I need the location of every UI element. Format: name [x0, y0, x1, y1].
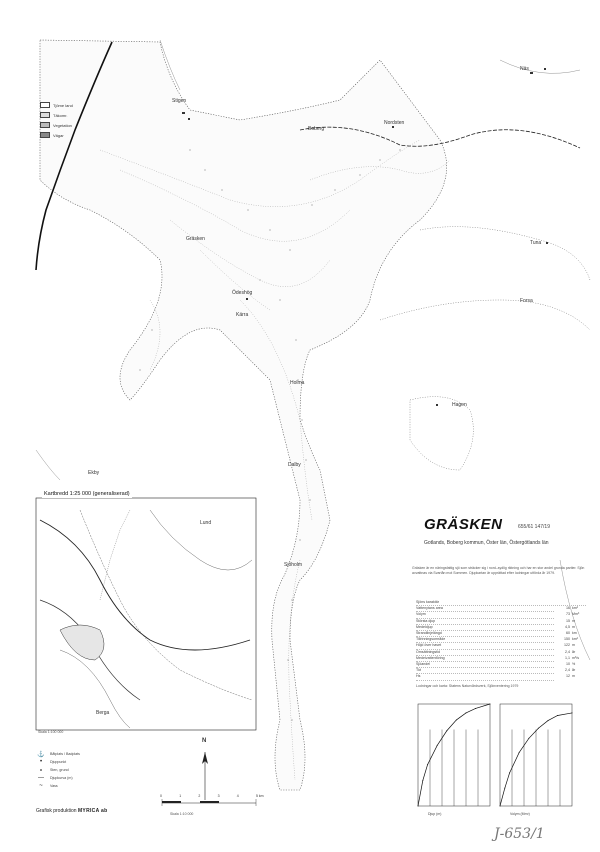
chart-point	[427, 764, 428, 765]
legend-symbol: ⚓	[37, 751, 45, 758]
chart-point	[538, 728, 539, 729]
chart-point	[500, 806, 501, 807]
legend-label: Båtplats / Badplats	[50, 752, 80, 756]
scale-caption: Skala 1:10 000	[170, 812, 194, 816]
east-shore	[380, 227, 590, 470]
place-name: Tuna	[530, 240, 542, 246]
credit-prefix: Grafisk produktion	[36, 808, 77, 814]
chart-point	[422, 780, 423, 781]
chart-point	[466, 712, 467, 713]
stat-value: 2,4	[565, 668, 570, 673]
place-name: Lund	[200, 520, 212, 526]
scale-bar	[162, 799, 256, 806]
legend-label: Vägar	[53, 132, 64, 138]
map-subtitle: Gotlands, Boberg kommun, Öster län, Östergötlands län	[424, 540, 549, 546]
stat-label: Hs	[416, 674, 554, 680]
chart-point	[456, 719, 457, 720]
stat-label: Höjd över havet	[416, 643, 554, 649]
legend-symbol: •	[39, 759, 43, 765]
stats-intro: Sjöns karaktär	[416, 600, 586, 606]
map-legend-bottom	[36, 750, 146, 790]
place-name: Kärra	[236, 312, 249, 318]
legend-bottom-item	[36, 766, 146, 774]
stat-value: 16	[566, 606, 570, 611]
legend-swatch	[40, 132, 50, 138]
scale-tick-label: 0	[160, 794, 162, 798]
stat-unit: m	[572, 624, 575, 629]
place-name: Nordsten	[384, 120, 405, 126]
legend-top-item	[40, 130, 80, 140]
depth-area-chart	[418, 704, 491, 807]
stat-label: Omsättningstid	[416, 650, 554, 656]
inset-map	[36, 498, 256, 730]
place-name: Berga	[96, 710, 110, 716]
stat-value: 4,5	[565, 624, 570, 629]
stat-unit: m	[572, 674, 575, 679]
legend-label: Sten, grund	[50, 768, 69, 772]
inset-map-caption: Skala 1:100 000	[38, 730, 64, 734]
legend-label: Vass	[50, 784, 58, 788]
stat-value: 15	[566, 618, 570, 623]
source-note: Lodningar och karta: Statens Naturvårdsverk, Sjöinventering 1979	[416, 684, 519, 688]
legend-top-item	[40, 120, 80, 130]
place-name: Holma	[290, 380, 305, 386]
place-name: Boberg	[308, 126, 325, 132]
stat-value: 12	[566, 674, 570, 679]
map-title: GRÄSKEN	[424, 516, 503, 533]
stat-label: Volym	[416, 612, 554, 618]
chart-b-xlabel: Volym (Mm³)	[510, 812, 530, 816]
stat-label: Största djup	[416, 619, 554, 625]
stat-unit: km	[572, 631, 577, 636]
scale-tick-label: 5 km	[256, 794, 264, 798]
handwritten-note: J-653/1	[494, 826, 545, 842]
legend-swatch	[40, 102, 50, 108]
scale-tick-label: 3	[217, 794, 220, 798]
place-name: Sjöholm	[284, 562, 303, 568]
legend-bottom-item	[36, 774, 146, 782]
chart-point	[509, 772, 510, 773]
stat-value: 2,4	[565, 649, 570, 654]
credit-brand: MYRICA ab	[77, 808, 108, 814]
stat-value: 60	[566, 631, 570, 636]
chart-a-xlabel: Djup (m)	[428, 812, 442, 816]
legend-swatch	[40, 122, 50, 128]
legend-symbol: —	[38, 775, 44, 781]
stat-unit: m³/s	[572, 655, 579, 660]
stat-value: 150	[564, 637, 570, 642]
north-label: N	[202, 738, 207, 744]
place-name: Ödeshög	[232, 290, 253, 296]
chart-point	[475, 708, 476, 709]
depth-volume-chart	[500, 704, 573, 807]
stat-row	[416, 674, 586, 680]
stat-unit: m	[572, 643, 575, 648]
chart-point	[490, 704, 491, 705]
chart-point	[437, 745, 438, 746]
north-arrow	[202, 752, 208, 800]
scale-tick-label: 2	[198, 794, 201, 798]
stat-label: Medelvattenföring	[416, 656, 554, 662]
scale-tick-label: 1	[179, 794, 182, 798]
chart-point	[418, 806, 419, 807]
stat-value: 73	[566, 612, 570, 617]
chart-point	[572, 712, 573, 713]
map-legend-top	[40, 100, 80, 140]
production-credit	[36, 808, 107, 814]
stat-label: Medeldjup	[416, 625, 554, 631]
legend-symbol: ~	[39, 783, 43, 789]
legend-label: Tjöme land	[53, 102, 73, 108]
stat-unit: %	[572, 662, 576, 667]
legend-label: Täkomr.	[53, 112, 68, 118]
legend-label: Djupkurva (m)	[50, 776, 73, 780]
description-text: Gräsken är en näringsfattig sjö som sträcker sig i nord–sydlig riktning och har en stor andel grunda partier. Sjön avvattnas via Svartån mot Sommen. Djupkartan är upprättad efter lodningar utförda år 1979.	[412, 566, 585, 575]
lake-stats-table	[416, 600, 586, 681]
legend-label: Djuppunkt	[50, 760, 67, 764]
stat-unit: Mm³	[572, 612, 580, 617]
chart-point	[446, 730, 447, 731]
legend-bottom-item	[36, 782, 146, 790]
chart-point	[504, 788, 505, 789]
place-name: Näs	[520, 66, 529, 72]
place-name: Hagen	[452, 402, 467, 408]
inset-map-title: Kartbredd 1:25 000 (generaliserad)	[44, 491, 130, 497]
stat-label: Tkt	[416, 668, 554, 674]
legend-bottom-item	[36, 750, 146, 758]
stat-unit: m	[572, 618, 575, 623]
stat-unit: km²	[572, 637, 578, 642]
legend-top-item	[40, 100, 80, 110]
legend-label: Vegetation	[53, 122, 72, 128]
stat-unit: km²	[572, 606, 578, 611]
stat-label: Strandlinjelängd	[416, 631, 554, 637]
chart-point	[528, 738, 529, 739]
chart-point	[548, 720, 549, 721]
legend-top-item	[40, 110, 80, 120]
place-name: Ekby	[88, 470, 100, 476]
stat-label: Tillrinningsområde	[416, 637, 554, 643]
chart-point	[519, 752, 520, 753]
legend-bottom-item	[36, 758, 146, 766]
stat-value: 1,1	[565, 655, 570, 660]
place-name: Forsa	[520, 298, 533, 304]
stat-value: 122	[564, 643, 570, 648]
map-code: 655/61 147/19	[518, 524, 550, 530]
stat-value: 10	[566, 662, 570, 667]
stat-label: Sjöandel	[416, 662, 554, 668]
legend-swatch	[40, 112, 50, 118]
legend-symbol: ∘	[39, 767, 43, 774]
place-name: Dalby	[288, 462, 301, 468]
stat-unit: år	[572, 649, 576, 654]
scale-tick-label: 4	[236, 794, 239, 798]
chart-point	[557, 715, 558, 716]
stat-label: Vattenytans area	[416, 606, 554, 612]
stat-unit: år	[572, 668, 576, 673]
place-name: Gräsken	[186, 236, 205, 242]
place-name: Stigen	[172, 98, 187, 104]
